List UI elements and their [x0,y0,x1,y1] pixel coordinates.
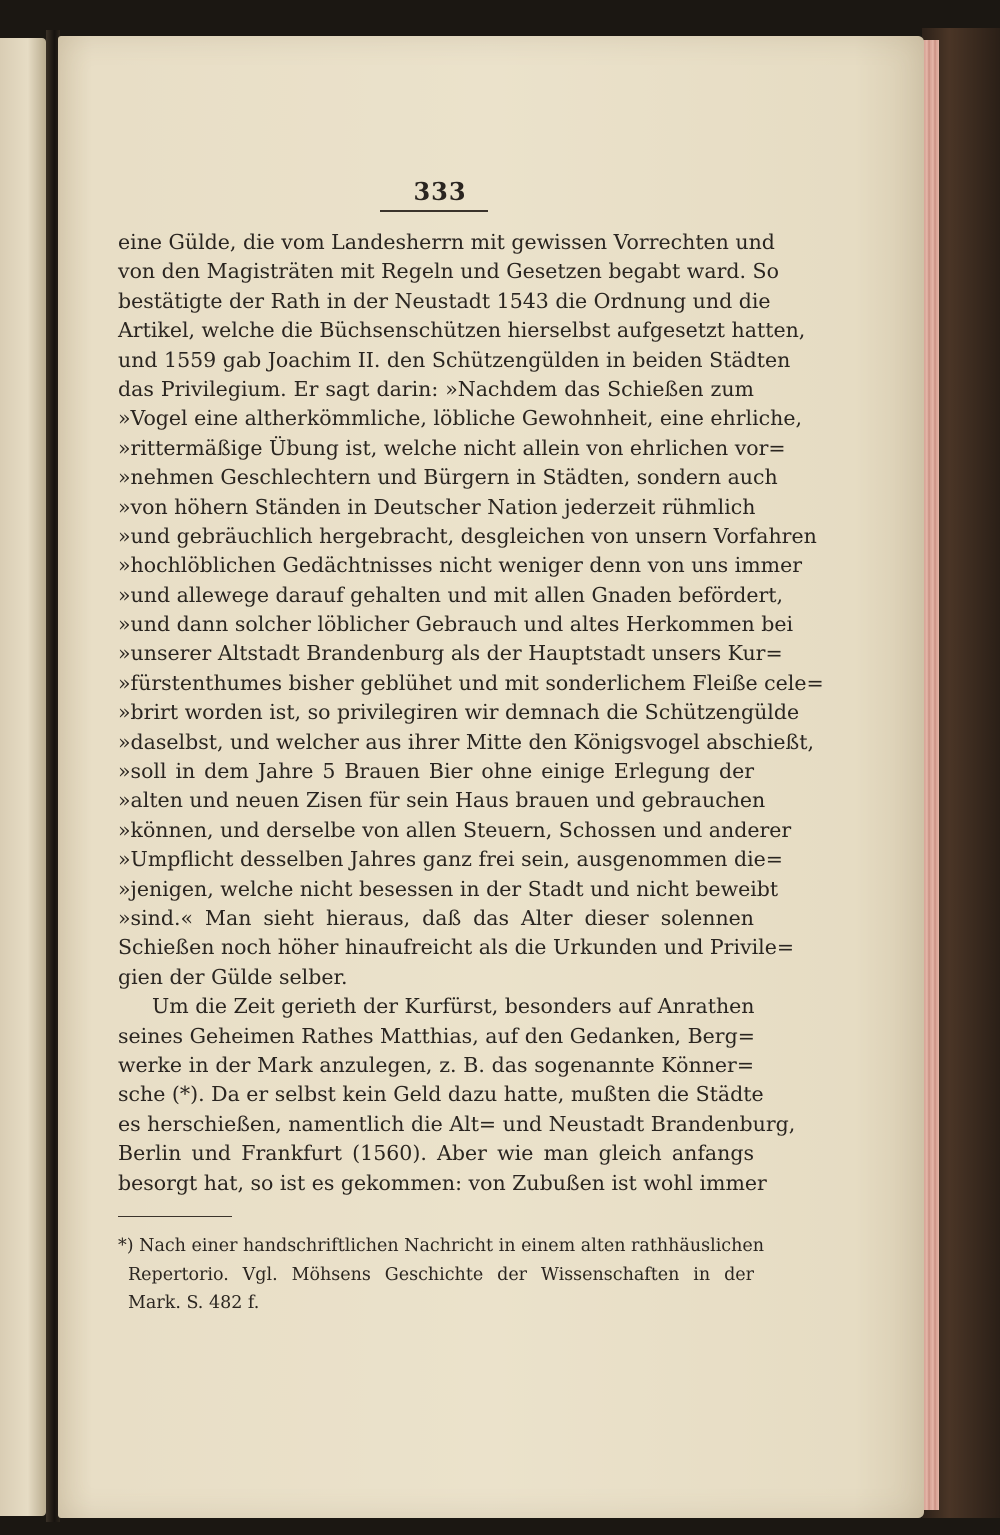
text-line: »können, und derselbe von allen Steuern, Schossen und anderer [118,817,792,842]
text-line: »daselbst, und welcher aus ihrer Mitte den Königsvogel abschießt, [118,729,814,754]
text-line: »sind.« Man sieht hieraus, daß das Alter dieser solennen [118,905,754,930]
text-line: Artikel, welche die Büchsenschützen hierselbst aufgesetzt hatten, [118,318,806,343]
text-line: und 1559 gab Joachim II. den Schützengülden in beiden Städten [118,347,791,372]
text-line: »und gebräuchlich hergebracht, desgleichen von unsern Vorfahren [118,523,817,548]
text-line: »hochlöblichen Gedächtnisses nicht weniger denn von uns immer [118,553,803,578]
text-line: »Umpflicht desselben Jahres ganz frei sein, ausgenommen die= [118,847,783,872]
text-line: besorgt hat, so ist es gekommen: von Zubußen ist wohl immer [118,1170,767,1195]
text-line: »von höhern Ständen in Deutscher Nation jederzeit rühmlich [118,494,756,519]
text-line: »jenigen, welche nicht besessen in der Stadt und nicht beweibt [118,876,779,901]
text-line: es herschießen, namentlich die Alt= und Neustadt Brandenburg, [118,1111,796,1136]
text-line: Schießen noch höher hinaufreicht als die Urkunden und Privile= [118,935,795,960]
text-line: »fürstenthumes bisher geblühet und mit sonderlichem Fleiße cele= [118,670,824,695]
body-text [118,228,824,1198]
text-line: »rittermäßige Übung ist, welche nicht allein von ehrlichen vor= [118,435,786,460]
text-line: von den Magisträten mit Regeln und Gesetzen begabt ward. So [118,259,779,284]
text-line: Um die Zeit gerieth der Kurfürst, besonders auf Anrathen [152,994,755,1019]
text-line: »Vogel eine altherkömmliche, löbliche Gewohnheit, eine ehrliche, [118,406,802,431]
text-line: »und allewege darauf gehalten und mit allen Gnaden befördert, [118,582,784,607]
footnote-rule [118,1216,232,1217]
text-line: das Privilegium. Er sagt darin: »Nachdem das Schießen zum [118,376,754,401]
text-line: »nehmen Geschlechtern und Bürgern in Städten, sondern auch [118,465,778,490]
text-line: sche (*). Da er selbst kein Geld dazu hatte, mußten die Städte [118,1082,764,1107]
text-line: »unserer Altstadt Brandenburg als der Hauptstadt unsers Kur= [118,641,783,666]
text-line: seines Geheimen Rathes Matthias, auf den Gedanken, Berg= [118,1023,755,1048]
text-line: »soll in dem Jahre 5 Brauen Bier ohne einige Erlegung der [118,759,754,784]
text-line: Berlin und Frankfurt (1560). Aber wie man gleich anfangs [118,1141,754,1166]
footnotes [118,1232,765,1318]
text-line: gien der Gülde selber. [118,964,348,989]
footnote-line: Repertorio. Vgl. Möhsens Geschichte der Wissenschaften in der [128,1264,754,1285]
footnote-line: *) Nach einer handschriftlichen Nachricht in einem alten rathhäuslichen [118,1236,765,1256]
page-number: 333 [413,177,467,206]
text-line: werke in der Mark anzulegen, z. B. das sogenannte Könner= [118,1052,754,1077]
text-line: eine Gülde, die vom Landesherrn mit gewissen Vorrechten und [118,230,775,254]
left-facing-page-edge [0,38,46,1516]
header-rule [380,210,488,212]
text-line: bestätigte der Rath in der Neustadt 1543 die Ordnung und die [118,288,771,313]
footnote-line: Mark. S. 482 f. [128,1293,260,1313]
text-line: »alten und neuen Zisen für sein Haus brauen und gebrauchen [118,788,766,813]
text-line: »und dann solcher löblicher Gebrauch und altes Herkommen bei [118,612,794,637]
text-line: »brirt worden ist, so privilegiren wir demnach die Schützengülde [118,700,800,725]
